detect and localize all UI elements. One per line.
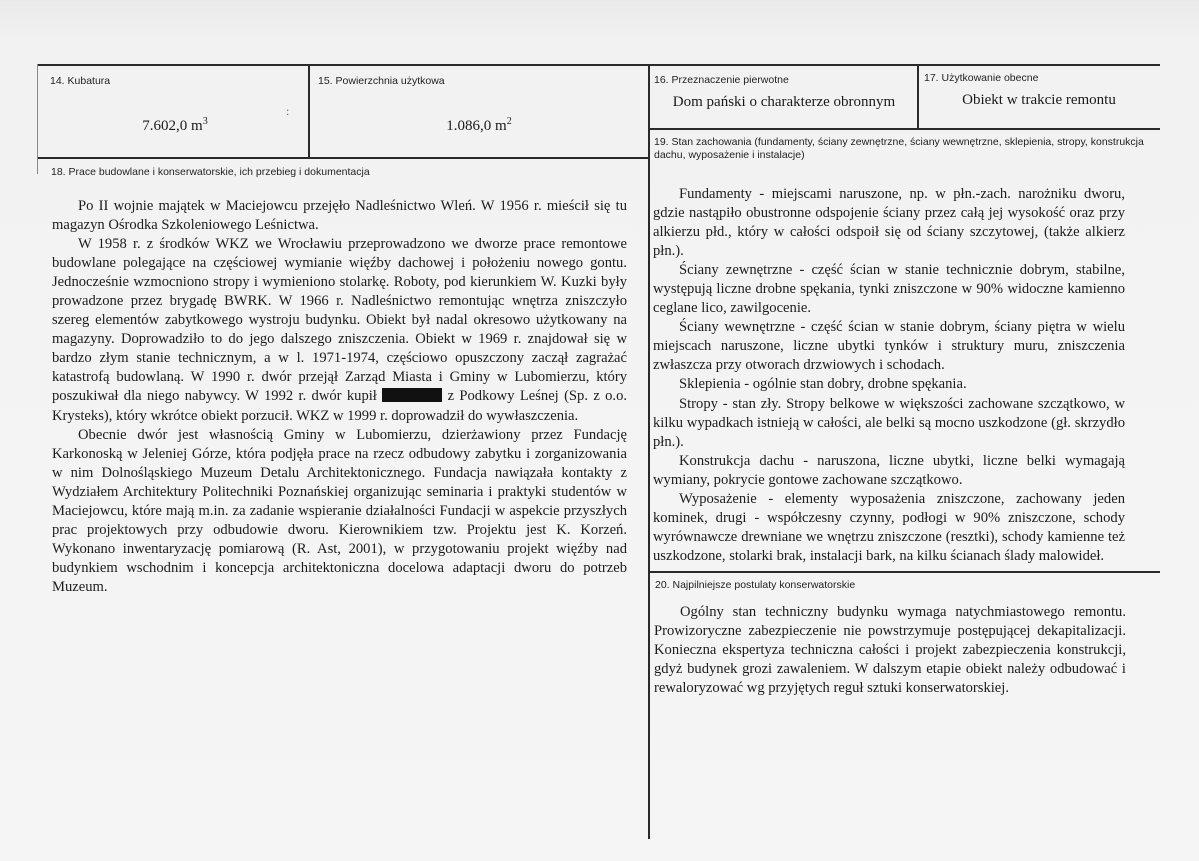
field16-value: Dom pański o charakterze obronnym <box>672 94 896 110</box>
redacted-name-box <box>382 388 442 402</box>
field19-text <box>653 185 1125 566</box>
field19-paragraph: Stropy - stan zły. Stropy belkowe w większości zachowane szczątkowo, w kilku wypadkach istnieją w całości, ale belki są mocno uszkodzone (gł. skrzydło płn.). <box>653 395 1125 450</box>
colon-mark: : <box>286 104 290 118</box>
field15-value <box>310 116 648 135</box>
field20-text <box>654 603 1126 698</box>
field18-text-before-redaction: W 1958 r. z środków WKZ we Wrocławiu przeprowadzono we dworze prace remontowe budowlane polegające na częściowej wymianie więźby dachowej i położeniu nowego gontu. Jednocześnie wzmocniono stropy i wymieniono stolarkę. Roboty, pod kierunkiem W. Kuzki były prowadzone przez brygadę BWRK. W 1966 r. Nadleśnictwo remontując wnętrza zniszczyło szereg elementów zabytkowego wystroju budynku. Obiekt był nadal okresowo użytkowany na magazyny. Doprowadziło to do jego dalszego zniszczenia. Obiekt w 1969 r. znajdował się w bardzo złym stanie technicznym, a w l. 1971-1974, częściowo opuszczony zaczął zagrażać katastrofą budowlaną. W 1990 r. dwór przejął Zarząd Miasta i Gminy w Lubomierzu, który poszukiwał dla niego nabywcy. W 1992 r. dwór kupił <box>52 236 627 405</box>
field19-paragraph: Fundamenty - miejscami naruszone, np. w płn.-zach. narożniku dworu, gdzie nastąpiło obustronne odspojenie ściany przez całą jej wysokość oraz przy alkierzu płd., który w całości odspoił się od ściany szczytowej, (także alkierz płn.). <box>653 186 1125 260</box>
field14-unit-sup: 3 <box>202 116 208 127</box>
field19-label: 19. Stan zachowania (fundamenty, ściany zewnętrzne, ściany wewnętrzne, sklepienia, stropy, konstrukcja dachu, wyposażenie i instalacje) <box>654 136 1144 161</box>
field19-paragraph: Ściany wewnętrzne - część ścian w stanie dobrym, ściany piętra w wielu miejscach naruszone, liczne ubytki tynków i struktury muru, zniszczenia zwłaszcza przy otworach drzwiowych i schodach. <box>653 319 1125 374</box>
field18-paragraph: Po II wojnie majątek w Maciejowcu przejęło Nadleśnictwo Wleń. W 1956 r. mieścił się tu magazyn Ośrodka Szkoleniowego Leśnictwa. <box>52 198 627 234</box>
field18-text <box>52 197 627 597</box>
field18-paragraph: Obecnie dwór jest własnością Gminy w Lubomierzu, dzierżawiony przez Fundację Karkonoską w Jeleniej Górze, która podjęła prace na rzecz odbudowy zabytku i zorganizowania w nim Dolnośląskiego Muzeum Detalu Architektonicznego. Fundacja nawiązała kontakty z Wydziałem Architektury Politechniki Poznańskiej organizując seminaria i praktyki studentów w Maciejowcu, które mają m.in. za zadanie wspieranie działalności Fundacji w aspekcie przyszłych prac projektowych przy odbudowie dworu. Kierownikiem tzw. Projektu jest K. Korzeń. Wykonano inwentaryzację pomiarową (R. Ast, 2001), w przygotowaniu projekt więźby nad budynkiem wschodnim i koncepcja architektoniczna docelowa adaptacji dworu do potrzeb Muzeum. <box>52 426 627 595</box>
field16-label: 16. Przeznaczenie pierwotne <box>654 74 789 86</box>
field18-label: 18. Prace budowlane i konserwatorskie, ich przebieg i dokumentacja <box>51 166 370 178</box>
field15-label: 15. Powierzchnia użytkowa <box>318 75 445 87</box>
field19-paragraph: Ściany zewnętrzne - część ścian w stanie technicznie dobrym, stabilne, występują liczne drobne spękania, tynki zniszczone w 90% widoczne kamienno ceglane lico, zawilgocenie. <box>653 262 1125 317</box>
field19-bottom-border <box>649 571 1160 573</box>
field19-paragraph: Wyposażenie - elementy wyposażenia zniszczone, zachowany jeden kominek, drugi - współczesny czynny, podłogi w 90% zniszczone, schody wyrównawcze drewniane we wnętrzu zniszczone (resztki), schody kamienne też uszkodzone, stolarki brak, instalacji bark, na kilku ścianach ślady malowideł. <box>653 490 1125 564</box>
row1-bottom-border-right <box>649 128 1160 130</box>
field20-label: 20. Najpilniejsze postulaty konserwatorskie <box>655 579 856 591</box>
field14-value <box>40 116 310 135</box>
field14-value-text: 7.602,0 m <box>142 118 203 134</box>
field18-text-after-redaction: z Podkowy Leśnej (Sp. z o.o. Krysteks), który wkrótce obiekt porzucił. WKZ w 1999 r. doprowadził do wywłaszczenia. <box>52 388 628 424</box>
field14-label: 14. Kubatura <box>50 75 111 87</box>
center-divider <box>648 64 650 839</box>
field15-value-text: 1.086,0 m <box>446 118 507 134</box>
table-top-border <box>38 64 1160 66</box>
field15-unit-sup: 2 <box>506 116 512 127</box>
field18-paragraph <box>52 235 627 425</box>
field17-value: Obiekt w trakcie remontu <box>962 92 1116 108</box>
left-edge-line <box>37 64 38 174</box>
field17-label: 17. Użytkowanie obecne <box>924 72 1039 84</box>
field19-paragraph: Konstrukcja dachu - naruszona, liczne ubytki, liczne belki wymagają wymiany, pokrycie gontowe zachowane szczątkowo. <box>653 452 1125 488</box>
field20-paragraph: Ogólny stan techniczny budynku wymaga natychmiastowego remontu. Prowizoryczne zabezpieczenie nie powstrzymuje postępującej dekapitalizacji. Konieczna ekspertyza techniczna całości i projekt zabezpieczenia konstrukcji, gdyż budynek grozi zawaleniem. W dalszym etapie obiekt należy odbudować i rewaloryzować wg przyjętych reguł sztuki konserwatorskiej. <box>654 604 1126 697</box>
divider-14-15 <box>308 64 310 158</box>
field19-paragraph: Sklepienia - ogólnie stan dobry, drobne spękania. <box>679 376 967 393</box>
row1-bottom-border-left <box>38 157 649 159</box>
